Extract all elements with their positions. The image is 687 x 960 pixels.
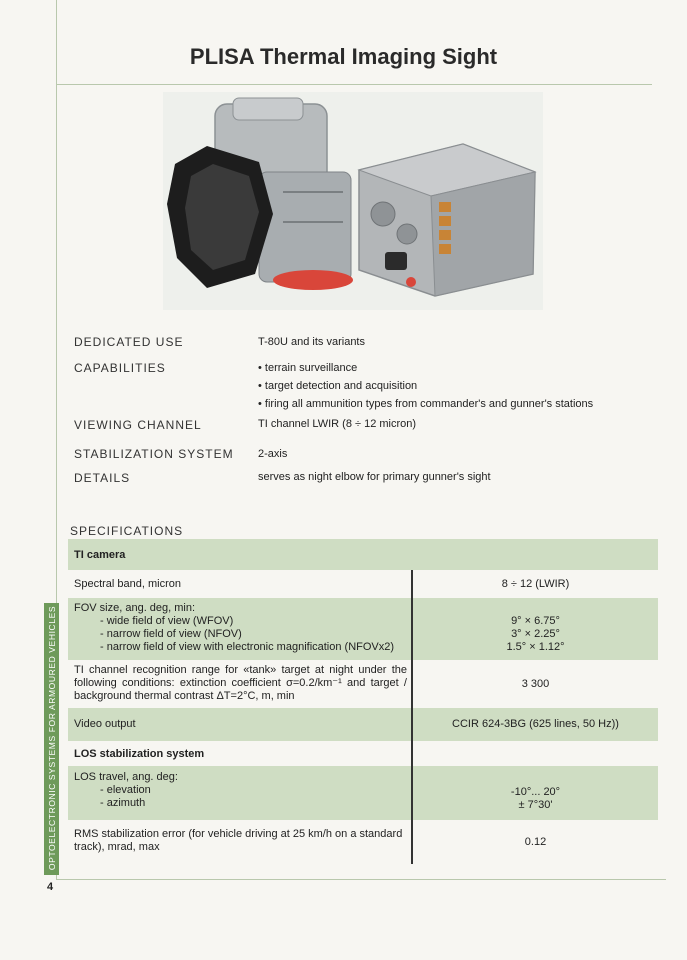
label-line: - narrow field of view (NFOV): [100, 628, 242, 640]
label-line: - narrow field of view with electronic magnification (NFOVx2): [100, 641, 395, 653]
section-title: LOS stabilization system: [74, 747, 205, 760]
column-divider: [411, 741, 413, 766]
value-line: 9° × 6.75°: [511, 615, 560, 627]
capability-item: • terrain surveillance: [258, 362, 358, 374]
label-line: LOS travel, ang. deg:: [74, 771, 178, 783]
dedicated-use-value: T-80U and its variants: [258, 336, 365, 348]
label-line: - azimuth: [100, 797, 146, 809]
row-value: [413, 660, 658, 708]
row-label: RMS stabilization error (for vehicle driving at 25 km/h on a standard track), mrad, max: [74, 828, 403, 853]
viewing-channel-value: TI channel LWIR (8 ÷ 12 micron): [258, 418, 417, 430]
row-value: [413, 708, 658, 741]
row-label: [68, 766, 411, 820]
capabilities-label: CAPABILITIES: [74, 361, 166, 375]
viewing-channel-label: VIEWING CHANNEL: [74, 418, 202, 432]
value-line: 3 300: [521, 677, 550, 690]
stabilization-system-label: STABILIZATION SYSTEM: [74, 447, 234, 461]
label-line: - elevation: [100, 784, 151, 796]
page-number: 4: [47, 881, 54, 893]
row-value: [413, 766, 658, 820]
value-line: -10°... 20°: [510, 786, 561, 798]
value-line: CCIR 624-3BG (625 lines, 50 Hz)): [452, 718, 619, 730]
specifications-heading: SPECIFICATIONS: [70, 524, 184, 538]
product-photo: [163, 92, 543, 310]
value-line: 1.5° × 1.12°: [506, 641, 565, 653]
value-line: 8 ÷ 12 (LWIR): [501, 577, 570, 590]
product-photo-illustration: [163, 92, 543, 310]
section-header-ti-camera: [68, 539, 658, 570]
page-title: PLISA Thermal Imaging Sight: [189, 44, 498, 69]
row-label: [68, 598, 411, 660]
table-row: [68, 660, 658, 708]
stabilization-system-value: 2-axis: [258, 448, 288, 460]
label-line: FOV size, ang. deg, min:: [74, 602, 196, 614]
capability-item: • target detection and acquisition: [258, 380, 418, 392]
section-header-los: [68, 741, 658, 766]
table-row: [68, 766, 658, 820]
row-label: Video output: [74, 718, 136, 730]
table-row: [68, 570, 658, 598]
value-line: 3° × 2.25°: [511, 628, 560, 640]
row-value: [413, 820, 658, 864]
details-label: DETAILS: [74, 471, 131, 485]
capability-item: • firing all ammunition types from commander's and gunner's stations: [258, 398, 594, 410]
dedicated-use-label: DEDICATED USE: [74, 335, 184, 349]
row-value: [413, 598, 658, 660]
section-title: TI camera: [74, 548, 126, 561]
value-line: 0.12: [524, 835, 547, 848]
title-rule: [56, 84, 652, 85]
row-label: TI channel recognition range for «tank» target at night under the following conditions: extinction coefficient σ=0.2/km⁻¹ and target / background thermal contrast ΔT=2°C, m, min: [74, 664, 407, 702]
row-label: Spectral band, micron: [74, 578, 181, 590]
table-row: [68, 708, 658, 741]
table-row: [68, 598, 658, 660]
details-value: serves as night elbow for primary gunner's sight: [258, 471, 491, 483]
row-value: [413, 570, 658, 598]
footer-rule: [56, 879, 666, 880]
specifications-table: [68, 539, 658, 864]
label-line: - wide field of view (WFOV): [100, 615, 234, 627]
table-row: [68, 820, 658, 864]
side-label: OPTOELECTRONIC SYSTEMS FOR ARMOURED VEHICLES: [47, 605, 57, 871]
value-line: ± 7°30': [518, 799, 553, 811]
